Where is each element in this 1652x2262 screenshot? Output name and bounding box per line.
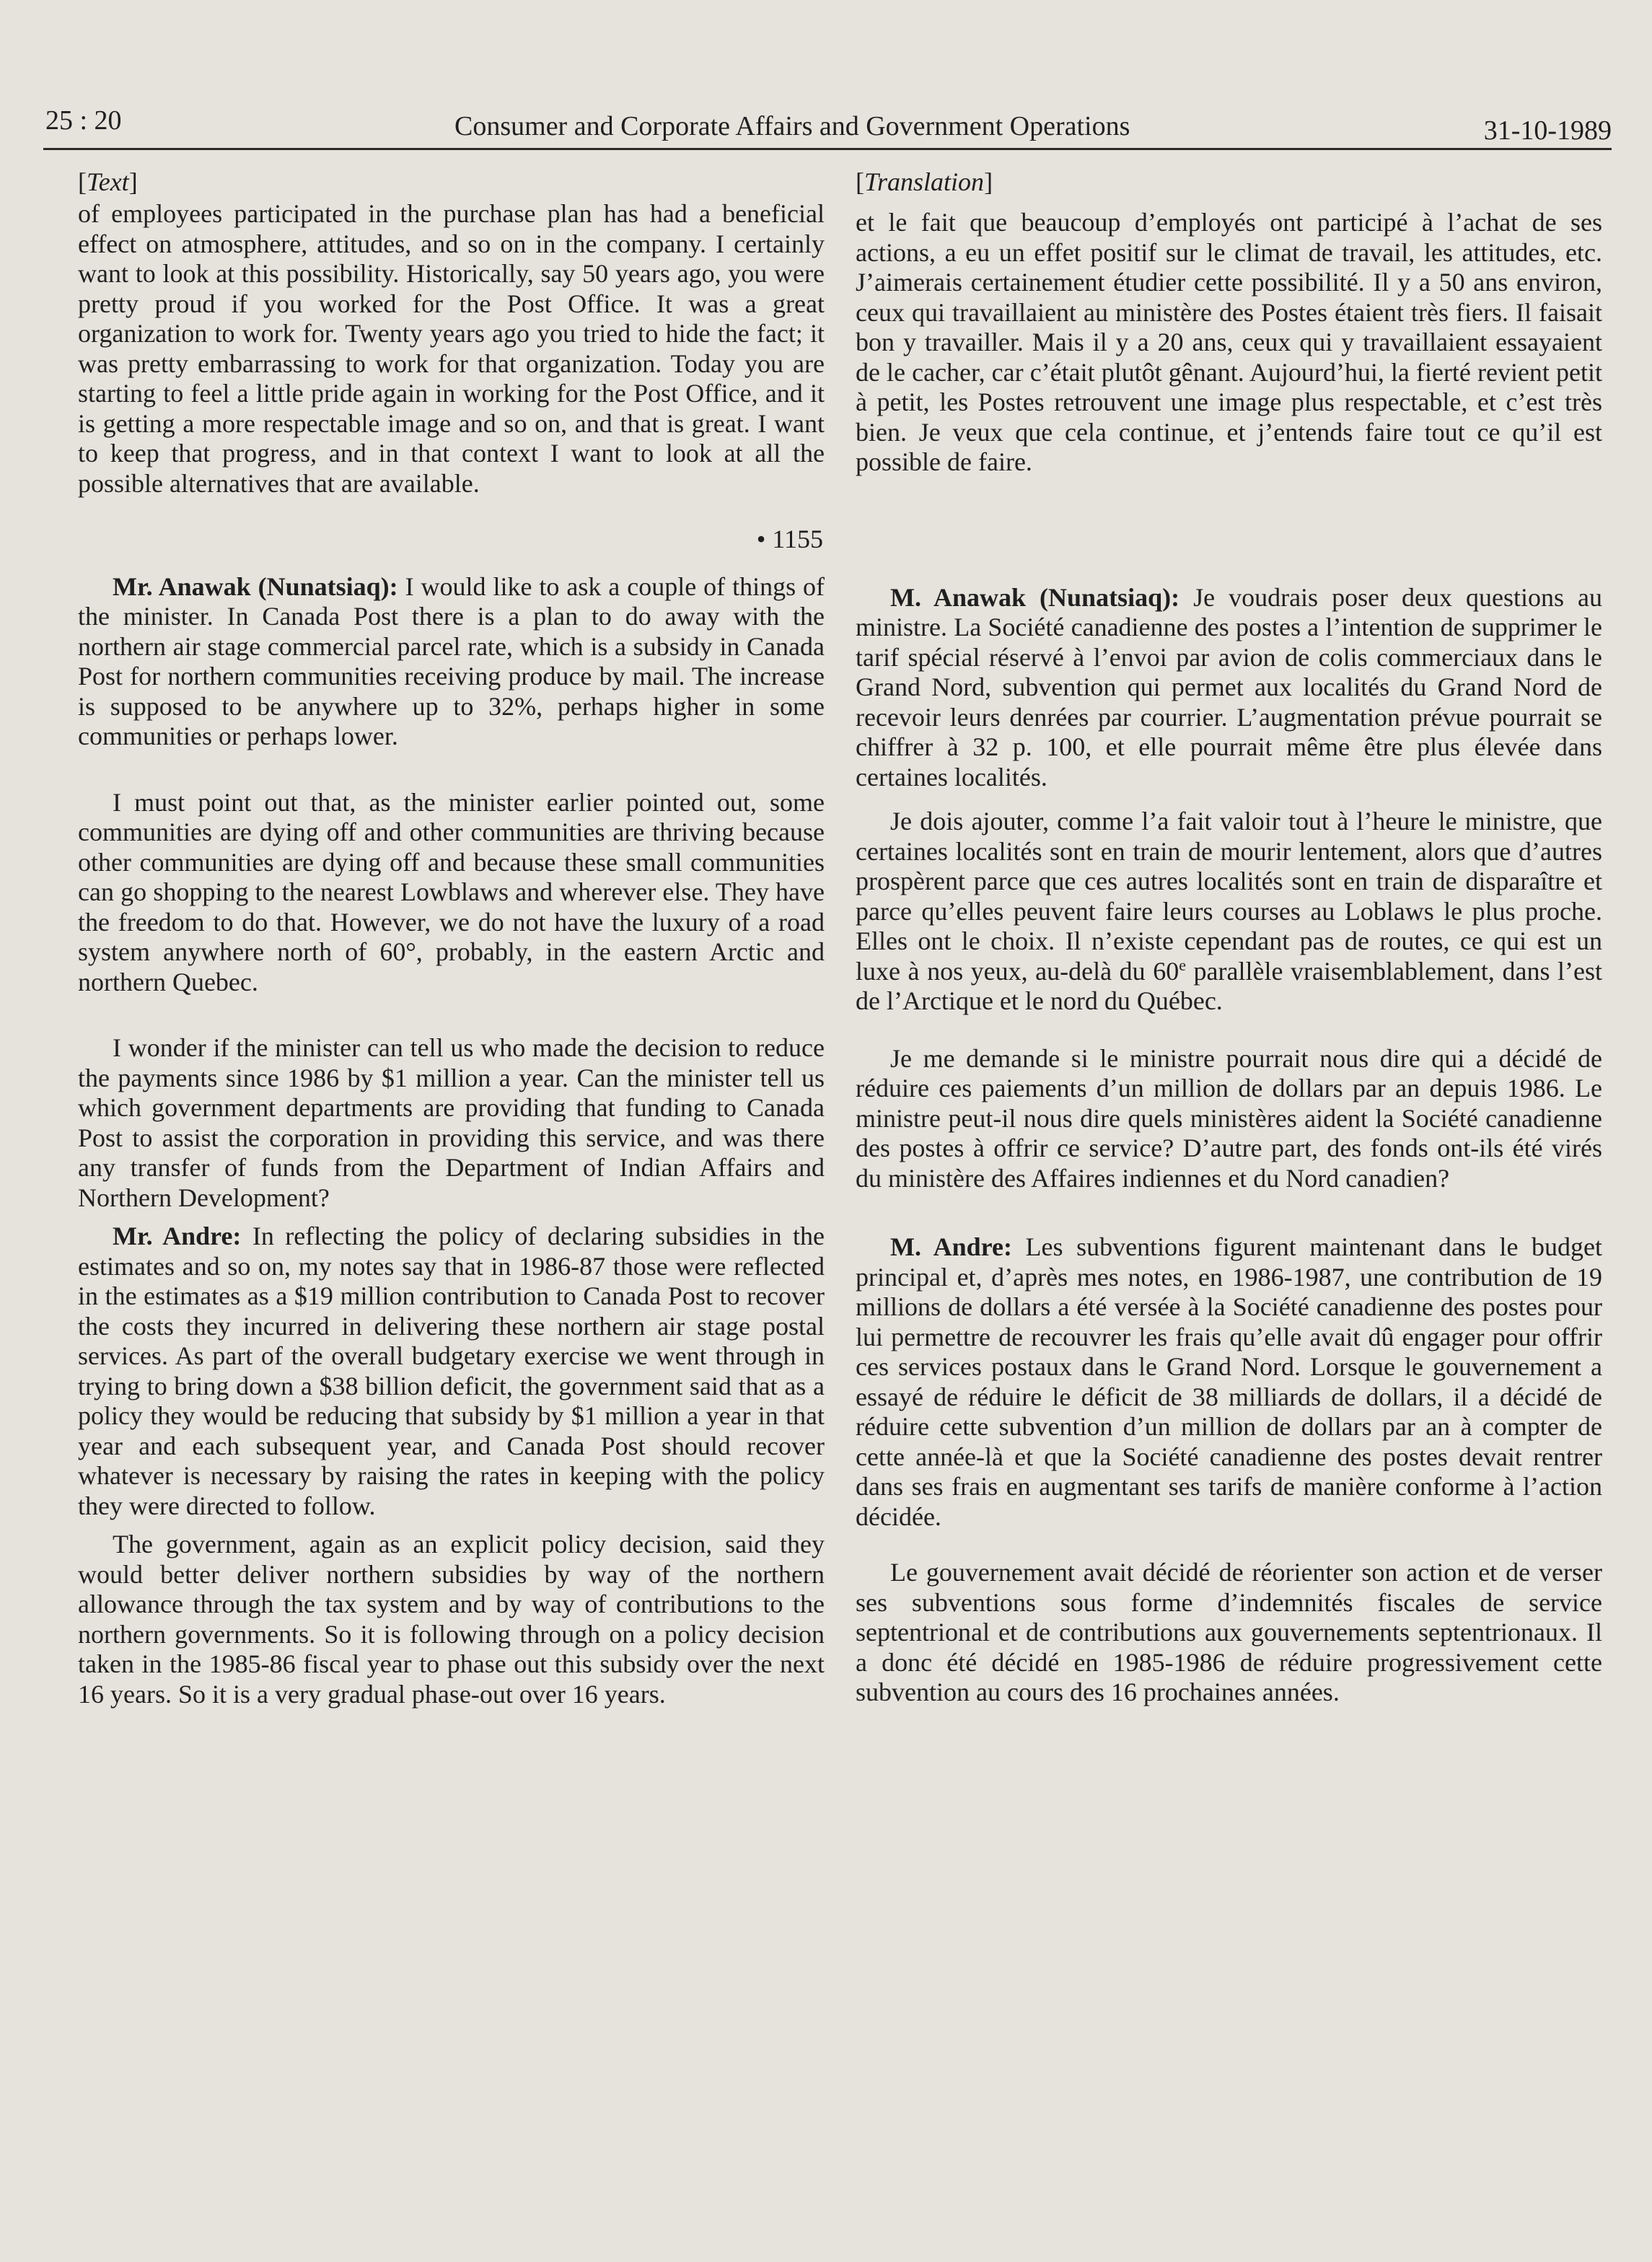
page-header (43, 105, 1612, 150)
speaker-name: Mr. Andre: (113, 1222, 242, 1250)
time-marker: • 1155 (756, 525, 823, 553)
paragraph: Mr. Anawak (Nunatsiaq): I would like to ask a couple of things of the minister. In Canada Post there is a plan to do away with the northern air stage commercial parcel rate, which is a subsidy in Canada Post for northern communities receiving produce by mail. The increase is supposed to be anywhere up to 32%, perhaps higher in some communities or perhaps lower. (78, 571, 825, 750)
speaker-name: Mr. Anawak (Nunatsiaq): (113, 571, 398, 601)
paragraph: M. Andre: Les subventions figurent maintenant dans le budget principal et, d’après mes notes, en 1986-1987, une contribution de 19 millions de dollars a été versée à la Société canadienne des postes pour lui permettre de recouvrer les frais qu’elle avait dû engager pour offrir ces services postaux dans le Grand Nord. Lorsque le gouvernement a essayé de réduire le déficit de 38 milliards de dollars, il a décidé de réduire cette subvention d’un million de dollars par an à compter de cette année-là et que la Société canadienne des postes devait rentrer dans ses frais en augmentant ses tarifs de manière conforme à l’action décidée. (856, 1232, 1602, 1531)
paragraph: The government, again as an explicit policy decision, said they would better deliver northern subsidies by way of the northern allowance through the tax system and by way of contributions to the northern governments. So it is following through on a policy decision taken in the 1985-86 fiscal year to phase out this subsidy over the next 16 years. So it is a very gradual phase-out over 16 years. (78, 1530, 825, 1709)
paragraph: Mr. Andre: In reflecting the policy of declaring subsidies in the estimates and so on, my notes say that in 1986-87 those were reflected in the estimates as a $19 million contribution to Canada Post to recover the costs they incurred in delivering these northern air stage postal services. As part of the overall budgetary exercise we went through in trying to bring down a $38 billion deficit, the government said that as a policy they would be reducing that subsidy by $1 million a year in that year and each subsequent year, and Canada Post should recover whatever is necessary by raising the rates in keeping with the policy they were directed to follow. (78, 1222, 825, 1520)
paragraph: Je me demande si le ministre pourrait nous dire qui a décidé de réduire ces paiements d’un million de dollars par an depuis 1986. Le ministre peut-il nous dire quels ministères aident la Société canadienne des postes à offrir ce service? D’autre part, des fonds ont-ils été virés du ministère des Affaires indiennes et du Nord canadien? (856, 1043, 1602, 1193)
committee-title: Consumer and Corporate Affairs and Government Operations (454, 111, 1130, 141)
paragraph: I must point out that, as the minister earlier pointed out, some communities are dying off and other communities are thriving because other communities are dying off and because these small communities can go shopping to the nearest Lowblaws and wherever else. They have the freedom to do that. However, we do not have the luxury of a road system anywhere north of 60°, probably, in the eastern Arctic and northern Quebec. (78, 787, 825, 996)
french-column (856, 167, 1602, 1708)
sitting-date: 31-10-1989 (1483, 115, 1612, 146)
paragraph: I wonder if the minister can tell us who made the decision to reduce the payments since 1986 by $1 million a year. Can the minister tell us which government departments are providing that funding to Canada Post to assist the corporation in providing this service, and was there any transfer of funds from the Department of Indian Affairs and Northern Development? (78, 1033, 825, 1212)
paragraph: Le gouvernement avait décidé de réorienter son action et de verser ses subventions sous forme d’indemnités fiscales de service septentrional et de contributions aux gouvernements septentrionaux. Il a donc été décidé en 1985-1986 de réduire progressivement cette subvention au cours des 16 prochaines années. (856, 1558, 1602, 1706)
paragraph: et le fait que beaucoup d’employés ont participé à l’achat de ses actions, a eu un effet positif sur le climat de travail, les attitudes, etc. J’aimerais certainement étudier cette possibilité. Il y a 50 ans environ, ceux qui travaillaient au ministère des Postes étaient très fiers. Il faisait bon y travailler. Mais il y a 20 ans, ceux qui y travaillaient essayaient de le cacher, car c’était plutôt gênant. Aujourd’hui, la fierté revient petit à petit, les Postes retrouvent une image plus respectable, et c’est très bien. Je veux que cela continue, et j’entends faire tout ce qu’il est possible de faire. (856, 208, 1602, 476)
translation-label: [Translation] (856, 167, 993, 196)
paragraph: M. Anawak (Nunatsiaq): Je voudrais poser deux questions au ministre. La Société canadienne des postes a l’intention de supprimer le tarif spécial réservé à l’envoi par avion de colis commerciaux dans le Grand Nord, subvention qui permet aux localités du Grand Nord de recevoir leurs denrées par courrier. L’augmentation prévue pourrait se chiffrer à 32 p. 100, et elle pourrait même être plus élevée dans certaines localités. (856, 582, 1603, 792)
page-reference: 25 : 20 (45, 105, 122, 136)
speaker-name: M. Andre: (890, 1232, 1012, 1261)
english-column (78, 167, 825, 1709)
paragraph: Je dois ajouter, comme l’a fait valoir tout à l’heure le ministre, que certaines localités sont en train de mourir lentement, alors que d’autres prospèrent parce que ces autres localités sont en train de disparaître et parce qu’elles peuvent faire leurs courses au Loblaws le plus proche. Elles ont le choix. Il n’existe cependant pas de routes, ce qui est un luxe à nos yeux, au-delà du 60e parallèle vraisemblablement, dans l’est de l’Arctique et le nord du Québec. (856, 807, 1603, 1015)
paragraph: of employees participated in the purchase plan has had a beneficial effect on atmosphere, attitudes, and so on in the company. I certainly want to look at this possibility. Historically, say 50 years ago, you were pretty proud if you worked for the Post Office. It was a great organization to work for. Twenty years ago you tried to hide the fact; it was pretty embarrassing to work for that organization. Today you are starting to feel a little pride again in working for the Post Office, and it is getting a more respectable image and so on, and that is great. I want to keep that progress, and in that context I want to look at all the possible alternatives that are available. (78, 199, 825, 498)
text-label: [Text] (78, 167, 138, 196)
speaker-name: M. Anawak (Nunatsiaq): (890, 582, 1180, 612)
